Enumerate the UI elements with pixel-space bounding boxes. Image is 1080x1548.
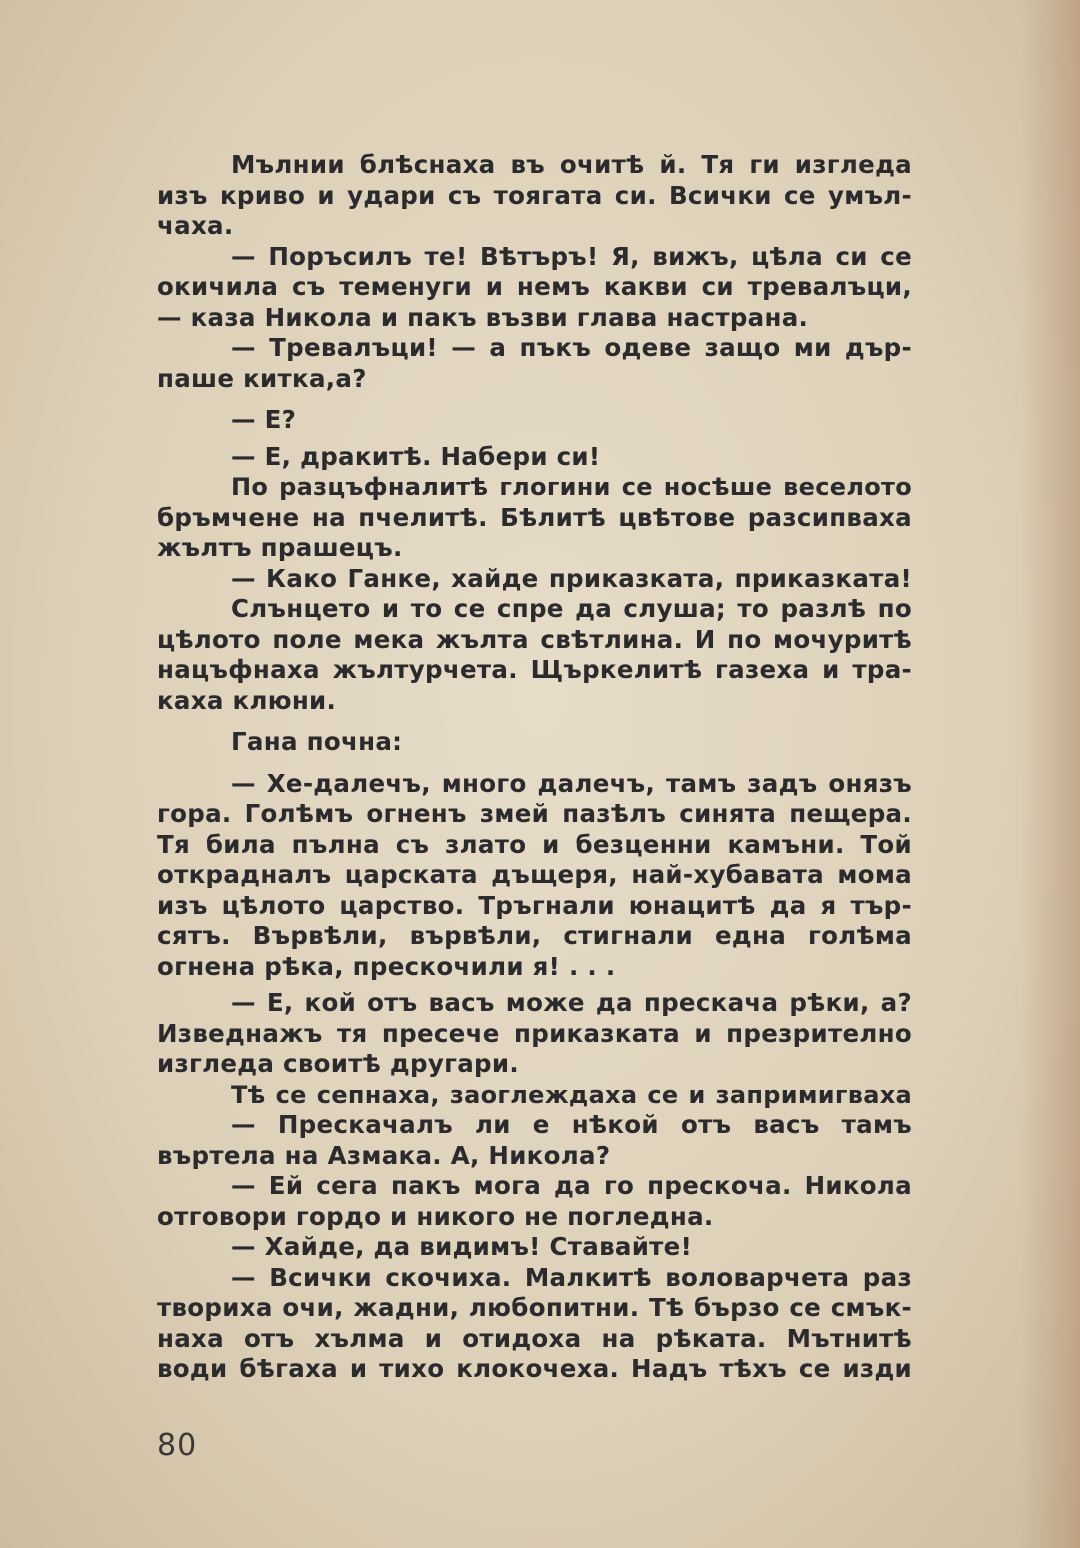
text-line: — Е, кой отъ васъ може да прескача рѣки, а? xyxy=(231,988,912,1017)
text-line: Слънцето и то се спре да слуша; то разлѣ по xyxy=(231,594,912,623)
text-line: По разцъфналитѣ глогини се носѣше веселото xyxy=(231,473,912,501)
text-line: паше китка,а? xyxy=(157,363,367,393)
text-line: цѣлото поле мека жълта свѣтлина. И по мочуритѣ xyxy=(157,624,912,654)
text-line: — Хе-далечъ, много далечъ, тамъ задъ онязъ xyxy=(231,768,912,798)
text-line: Тя била пълна съ злато и безценни камъни. Той xyxy=(157,829,912,859)
text-line: въртела на Азмака. А, Никола? xyxy=(157,1140,611,1170)
text-line: огнена рѣка, прескочили я! . . . xyxy=(157,951,616,981)
text-line: — Хайде, да видимъ! Ставайте! xyxy=(231,1232,693,1261)
page-number: 80 xyxy=(157,1428,198,1463)
text-line: — Тревалъци! — а пъкъ одеве защо ми дър- xyxy=(231,333,912,362)
text-line: открадналъ царската дъщеря, най-хубавата мома xyxy=(157,860,912,889)
text-line: Тѣ се сепнаха, заоглеждаха се и запримигваха xyxy=(231,1080,912,1109)
text-line: сятъ. Вървѣли, вървѣли, стигнали една голѣма xyxy=(157,921,912,950)
text-line: Гана почна: xyxy=(231,727,403,756)
text-line: — Поръсилъ те! Вѣтъръ! Я, вижъ, цѣла си се xyxy=(231,241,912,271)
text-line: — Ей сега пакъ мога да го прескоча. Никола xyxy=(231,1171,912,1200)
text-line: бръмчене на пчелитѣ. Бѣлитѣ цвѣтове разсипваха xyxy=(157,502,912,532)
text-line: — Всички скочиха. Малкитѣ воловарчета раз xyxy=(231,1262,912,1292)
text-line: — Е? xyxy=(231,405,297,434)
text-line: — Прескачалъ ли е нѣкой отъ васъ тамъ xyxy=(231,1110,912,1139)
text-line: Изведнажъ тя пресече приказката и презрително xyxy=(157,1018,912,1048)
text-line: води бѣгаха и тихо клокочеха. Надъ тѣхъ се изди xyxy=(157,1354,912,1383)
text-line: твориха очи, жадни, любопитни. Тѣ бързо се смък- xyxy=(157,1293,912,1322)
text-line: отговори гордо и никого не погледна. xyxy=(157,1201,714,1231)
text-line: чаха. xyxy=(157,211,234,240)
text-line: каха клюни. xyxy=(157,685,337,715)
text-line: окичила съ теменуги и немъ какви си тревалъци, xyxy=(157,272,912,301)
text-line: изъ криво и удари съ тоягата си. Всички се умъл- xyxy=(157,180,912,210)
text-line: — каза Никола и пакъ възви глава настрана. xyxy=(157,302,809,332)
page-text xyxy=(157,150,912,1385)
text-line: изъ цѣлото царство. Тръгнали юнацитѣ да я тър- xyxy=(157,890,912,920)
text-line: гора. Голѣмъ огненъ змей пазѣлъ синята пещера. xyxy=(157,799,912,828)
text-line: наха отъ хълма и отидоха на рѣката. Мътнитѣ xyxy=(157,1323,912,1353)
text-line: нацъфнаха жълтурчета. Щъркелитѣ газеха и тра- xyxy=(157,655,912,684)
text-line: изгледа своитѣ другари. xyxy=(157,1049,519,1078)
text-line: — Е, дракитѣ. Набери си! xyxy=(231,441,601,471)
text-line: Мълнии блѣснаха въ очитѣ й. Тя ги изгледа xyxy=(231,150,912,179)
text-line: жълтъ прашецъ. xyxy=(157,533,403,562)
text-line: — Како Ганке, хайде приказката, приказката! xyxy=(231,563,912,593)
